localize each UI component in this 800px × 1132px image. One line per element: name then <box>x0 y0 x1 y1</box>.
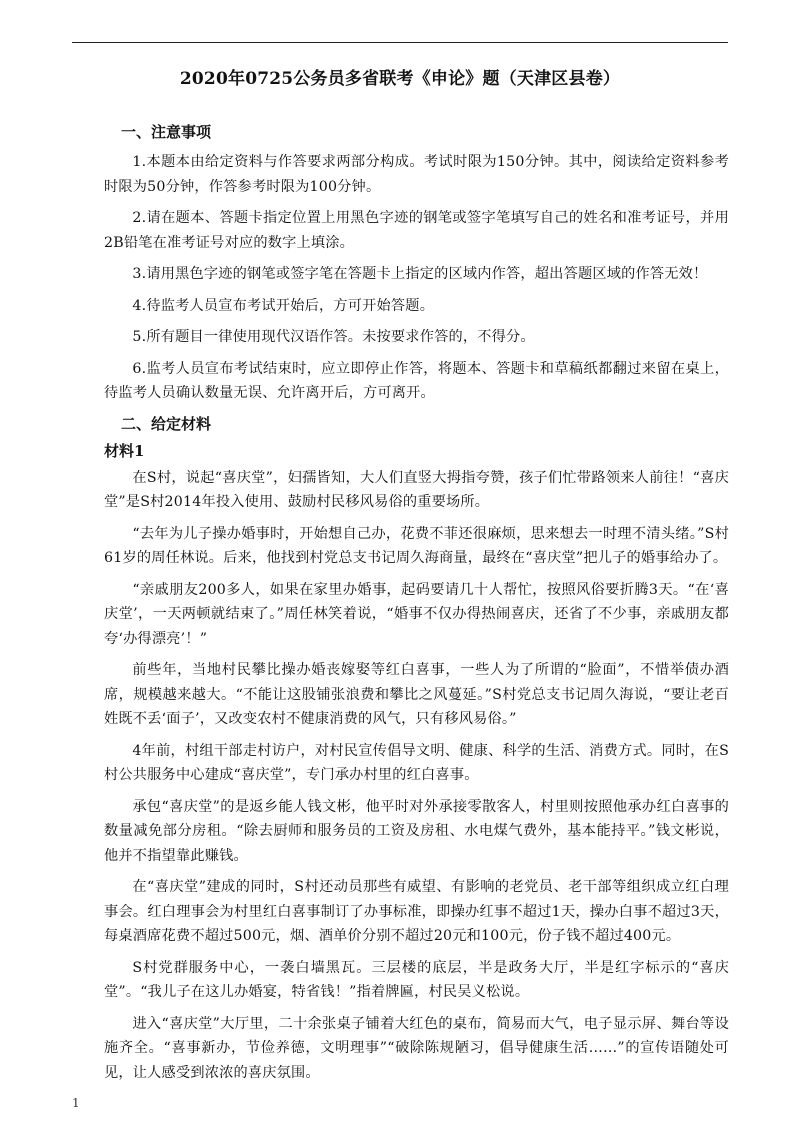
paragraph: 前些年，当地村民攀比操办婚丧嫁娶等红白喜事，一些人为了所谓的“脸面”，不惜举债办酒席，规模越来越大。“不能让这股铺张浪费和攀比之风蔓延。”S村党总支书记周久海说，“要让老百姓既不丢‘面子’，又改变农村不健康消费的风气，只有移风易俗。” <box>104 662 729 727</box>
material-heading: 材料1 <box>104 441 145 460</box>
paragraph: “亲戚朋友200多人，如果在家里办婚事，起码要请几十人帮忙，按照风俗要折腾3天。“在‘喜庆堂’，一天两顿就结束了。”周任林笑着说，“婚事不仅办得热闹喜庆，还省了不少事，亲戚朋友都夸‘办得漂亮’！” <box>104 581 729 647</box>
note-item: 3.请用黑色字迹的钢笔或签字笔在答题卡上指定的区域内作答，超出答题区域的作答无效！ <box>132 266 708 282</box>
section-heading-notes: 一、注意事项 <box>121 123 212 141</box>
page-number: 1 <box>72 1096 80 1110</box>
paragraph: 4年前，村组干部走村访户，对村民宣传倡导文明、健康、科学的生活、消费方式。同时，在S村公共服务中心建成“喜庆堂”，专门承办村里的红白喜事。 <box>104 742 729 783</box>
note-item: 4.待监考人员宣布考试开始后，方可开始答题。 <box>132 297 435 314</box>
document-title: 2020年0725公务员多省联考《申论》题（天津区县卷） <box>179 69 621 89</box>
section-heading-materials: 二、给定材料 <box>121 414 212 433</box>
material-paragraphs <box>104 466 729 1086</box>
notes-list <box>104 150 729 406</box>
note-item: 6.监考人员宣布考试结束时，应立即停止作答，将题本、答题卡和草稿纸都翻过来留在桌上，待监考人员确认数量无误、允许离开后，方可离开。 <box>104 360 729 401</box>
note-item: 1.本题本由给定资料与作答要求两部分构成。考试时限为150分钟。其中，阅读给定资料参考时限为50分钟，作答参考时限为100分钟。 <box>104 154 729 195</box>
note-item: 2.请在题本、答题卡指定位置上用黑色字迹的钢笔或签字笔填写自己的姓名和准考证号，并用2B铅笔在准考证号对应的数字上填涂。 <box>104 210 729 251</box>
paragraph: 在S村，说起“喜庆堂”，妇孺皆知，大人们直竖大拇指夸赞，孩子们忙带路领来人前往！“喜庆堂”是S村2014年投入使用、鼓励村民移风易俗的重要场所。 <box>104 469 729 510</box>
document-body <box>104 121 729 1092</box>
paragraph: S村党群服务中心，一袭白墙黑瓦。三层楼的底层，半是政务大厅，半是红字标示的“喜庆堂”。“我儿子在这儿办婚宴，特省钱！”指着牌匾，村民吴义松说。 <box>104 959 729 1000</box>
header-rule <box>72 42 728 43</box>
paragraph: 在“喜庆堂”建成的同时，S村还动员那些有威望、有影响的老党员、老干部等组织成立红白理事会。红白理事会为村里红白喜事制订了办事标准，即操办红事不超过1天，操办白事不超过3天，每桌酒席花费不超过500元，烟、酒单价分别不超过20元和100元，份子钱不超过400元。 <box>104 879 729 944</box>
paragraph: “去年为儿子操办婚事时，开始想自己办，花费不菲还很麻烦，思来想去一时理不清头绪。”S村61岁的周任林说。后来，他找到村党总支书记周久海商量，最终在“喜庆堂”把儿子的婚事给办了。 <box>104 525 729 566</box>
note-item: 5.所有题目一律使用现代汉语作答。未按要求作答的，不得分。 <box>132 329 535 345</box>
paragraph: 承包“喜庆堂”的是返乡能人钱文彬，他平时对外承接零散客人，村里则按照他承办红白喜事的数量减免部分房租。“除去厨师和服务员的工资及房租、水电煤气费外，基本能持平。”钱文彬说，他并不指望靠此赚钱。 <box>104 798 729 864</box>
paragraph: 进入“喜庆堂”大厅里，二十余张桌子铺着大红色的桌布，简易而大气，电子显示屏、舞台等设施齐全。“喜事新办，节俭养德，文明理事”“破除陈规陋习，倡导健康生活……”的宣传语随处可见，让人感受到浓浓的喜庆氛围。 <box>104 1015 729 1081</box>
